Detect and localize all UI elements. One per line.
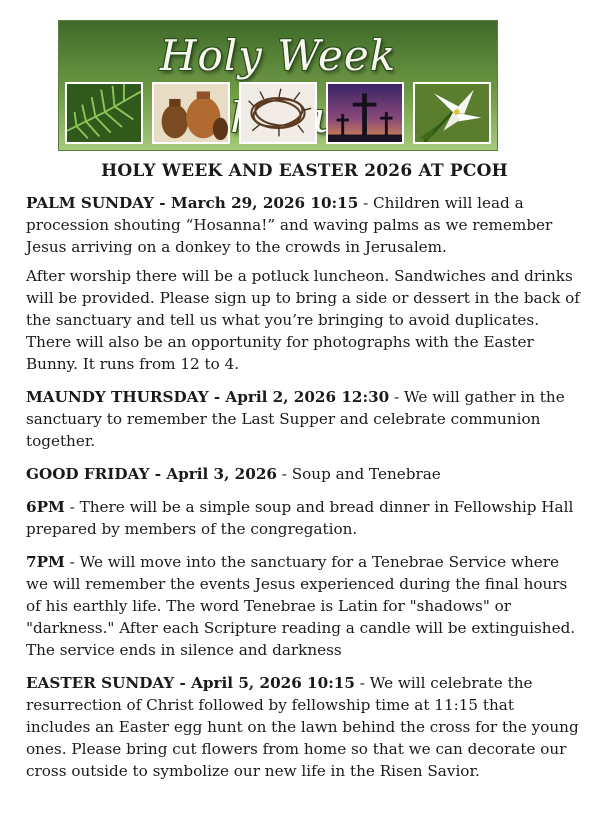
easter-sunday-lead: EASTER SUNDAY - April 5, 2026 10:15 — [26, 674, 355, 692]
potluck-paragraph — [26, 265, 582, 375]
seven-pm-text: - We will move into the sanctuary for a Tenebrae Service where we will remember the events Jesus experienced during the final hours of his earthly life. The word Tenebrae is Latin for "shadows" or "darkness." After each Scripture reading a candle will be extinguished. The service ends in silence and darkness — [26, 553, 576, 659]
holy-week-banner — [58, 20, 498, 151]
maundy-thursday-text: - We will gather in the sanctuary to remember the Last Supper and celebrate communion together. — [26, 388, 565, 450]
easter-sunday-text: - We will celebrate the resurrection of Christ followed by fellowship time at 11:15 that includes an Easter egg hunt on the lawn behind the cross for the young ones. Please bring cut flowers from home so that we can decorate our cross outside to symbolize our new life in the Risen Savior. — [26, 674, 579, 780]
six-pm-paragraph — [26, 496, 582, 540]
palm-sunday-text: - Children will lead a procession shouting “Hosanna!” and waving palms as we remember Jesus arriving on a donkey to the crowds in Jerusalem. — [26, 194, 553, 256]
maundy-thursday-lead: MAUNDY THURSDAY - April 2, 2026 12:30 — [26, 388, 390, 406]
easter-lily-image — [413, 82, 491, 144]
palm-fronds-image — [65, 82, 143, 144]
maundy-thursday-paragraph — [26, 386, 582, 452]
schedule-content — [26, 192, 582, 789]
clay-jars-image — [152, 82, 230, 144]
banner-image-strip — [65, 82, 491, 144]
six-pm-lead: 6PM — [26, 498, 65, 516]
crown-of-thorns-image — [239, 82, 317, 144]
seven-pm-paragraph — [26, 551, 582, 661]
easter-sunday-paragraph — [26, 672, 582, 782]
six-pm-text: - There will be a simple soup and bread dinner in Fellowship Hall prepared by members of the congregation. — [26, 498, 574, 538]
seven-pm-lead: 7PM — [26, 553, 65, 571]
crosses-sunset-image — [326, 82, 404, 144]
good-friday-paragraph — [26, 463, 582, 485]
potluck-text: After worship there will be a potluck luncheon. Sandwiches and drinks will be provided. Please sign up to bring a side or dessert in the back of the sanctuary and tell us what you’re bringing to avoid duplicates. There will also be an opportunity for photographs with the Easter Bunny. It runs from 12 to 4. — [26, 267, 580, 373]
page-heading: HOLY WEEK AND EASTER 2026 AT PCOH — [101, 161, 508, 181]
palm-sunday-lead: PALM SUNDAY - March 29, 2026 10:15 — [26, 194, 359, 212]
banner-title: Holy Week — [159, 31, 397, 80]
palm-sunday-paragraph — [26, 192, 582, 258]
good-friday-lead: GOOD FRIDAY - April 3, 2026 — [26, 465, 277, 483]
good-friday-text: - Soup and Tenebrae — [276, 465, 441, 483]
